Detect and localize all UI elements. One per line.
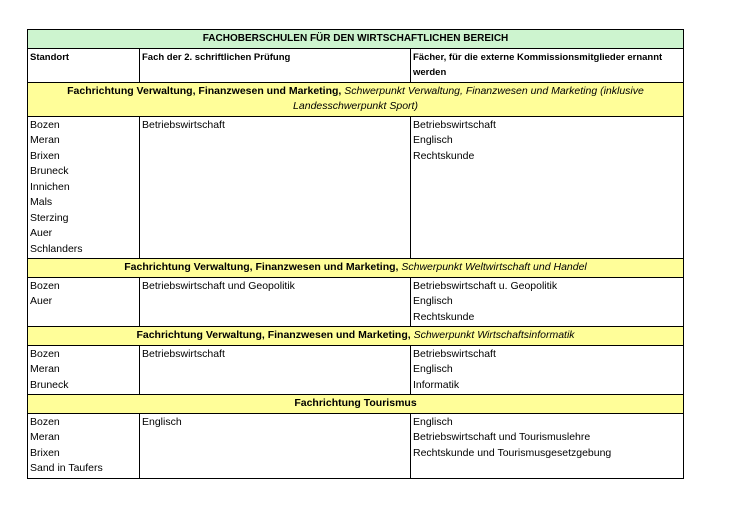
location-item: Auer: [30, 295, 53, 307]
header-fach: Fach der 2. schriftlichen Prüfung: [140, 48, 411, 82]
location-item: Sterzing: [30, 211, 69, 224]
location-item: Innichen: [30, 180, 70, 193]
section-title-focus: Schwerpunkt Verwaltung, Finanzwesen und Marketing (inklusive Landesschwerpunkt Sport): [293, 84, 644, 112]
location-item: Bruneck: [30, 165, 69, 177]
location-item: Meran: [30, 431, 60, 443]
section-title-focus: Schwerpunkt Wirtschaftsinformatik: [413, 329, 575, 341]
locations-cell: [28, 277, 140, 327]
section-title: [28, 259, 684, 278]
exam-subject: Betriebswirtschaft: [142, 118, 225, 131]
location-item: Bruneck: [30, 378, 69, 391]
external-subjects-cell: [411, 413, 684, 478]
external-subject-item: Englisch: [413, 363, 453, 375]
exam-subject: Betriebswirtschaft und Geopolitik: [142, 279, 295, 292]
header-faecher: Fächer, für die externe Kommissionsmitglieder ernannt werden: [411, 48, 684, 82]
locations-cell: [28, 116, 140, 259]
location-item: Meran: [30, 134, 60, 146]
section-title-main: Fachrichtung Verwaltung, Finanzwesen und Marketing,: [67, 84, 342, 97]
location-item: Meran: [30, 363, 60, 375]
external-subject-item: Englisch: [413, 415, 453, 428]
table-row: [28, 413, 684, 478]
table-row: [28, 116, 684, 259]
exam-subject: Betriebswirtschaft: [142, 347, 225, 360]
external-subject-item: Englisch: [413, 295, 453, 307]
external-subject-item: Englisch: [413, 134, 453, 146]
external-subject-item: Rechtskunde: [413, 149, 475, 162]
location-item: Bozen: [30, 347, 60, 360]
external-subject-item: Betriebswirtschaft und Tourismuslehre: [413, 431, 591, 443]
section-header-row: [28, 395, 684, 414]
external-subject-item: Rechtskunde und Tourismusgesetzgebung: [413, 446, 612, 459]
exam-subject-cell: [140, 413, 411, 478]
external-subject-item: Betriebswirtschaft u. Geopolitik: [413, 279, 558, 292]
locations-cell: [28, 345, 140, 395]
section-title-main: Fachrichtung Verwaltung, Finanzwesen und Marketing,: [136, 329, 411, 341]
section-header-row: [28, 82, 684, 116]
external-subject-item: Betriebswirtschaft: [413, 118, 496, 131]
location-item: Bozen: [30, 279, 60, 292]
external-subject-item: Informatik: [413, 378, 460, 391]
section-header-row: [28, 259, 684, 278]
external-subject-item: Rechtskunde: [413, 310, 475, 323]
schools-table: [27, 29, 684, 479]
external-subjects-cell: [411, 116, 684, 259]
location-item: Brixen: [30, 149, 60, 162]
title-row: [28, 30, 684, 49]
section-title: [28, 395, 684, 414]
header-row: [28, 48, 684, 82]
location-item: Brixen: [30, 446, 60, 459]
location-item: Schlanders: [30, 242, 83, 255]
exam-subject: Englisch: [142, 415, 182, 428]
location-item: Bozen: [30, 415, 60, 428]
exam-subject-cell: [140, 345, 411, 395]
section-title-main: Fachrichtung Tourismus: [294, 397, 417, 409]
table-row: [28, 277, 684, 327]
location-item: Auer: [30, 227, 53, 239]
section-title: [28, 82, 684, 116]
section-title: [28, 327, 684, 346]
location-item: Bozen: [30, 118, 60, 131]
section-title-main: Fachrichtung Verwaltung, Finanzwesen und Marketing,: [124, 261, 399, 273]
table-row: [28, 345, 684, 395]
locations-cell: [28, 413, 140, 478]
external-subject-item: Betriebswirtschaft: [413, 347, 496, 360]
location-item: Mals: [30, 196, 53, 208]
section-header-row: [28, 327, 684, 346]
exam-subject-cell: [140, 277, 411, 327]
exam-subject-cell: [140, 116, 411, 259]
section-title-focus: Schwerpunkt Weltwirtschaft und Handel: [401, 261, 587, 273]
location-item: Sand in Taufers: [30, 462, 103, 474]
external-subjects-cell: [411, 345, 684, 395]
header-standort: Standort: [28, 48, 140, 82]
table-title: FACHOBERSCHULEN FÜR DEN WIRTSCHAFTLICHEN BEREICH: [28, 30, 684, 49]
external-subjects-cell: [411, 277, 684, 327]
